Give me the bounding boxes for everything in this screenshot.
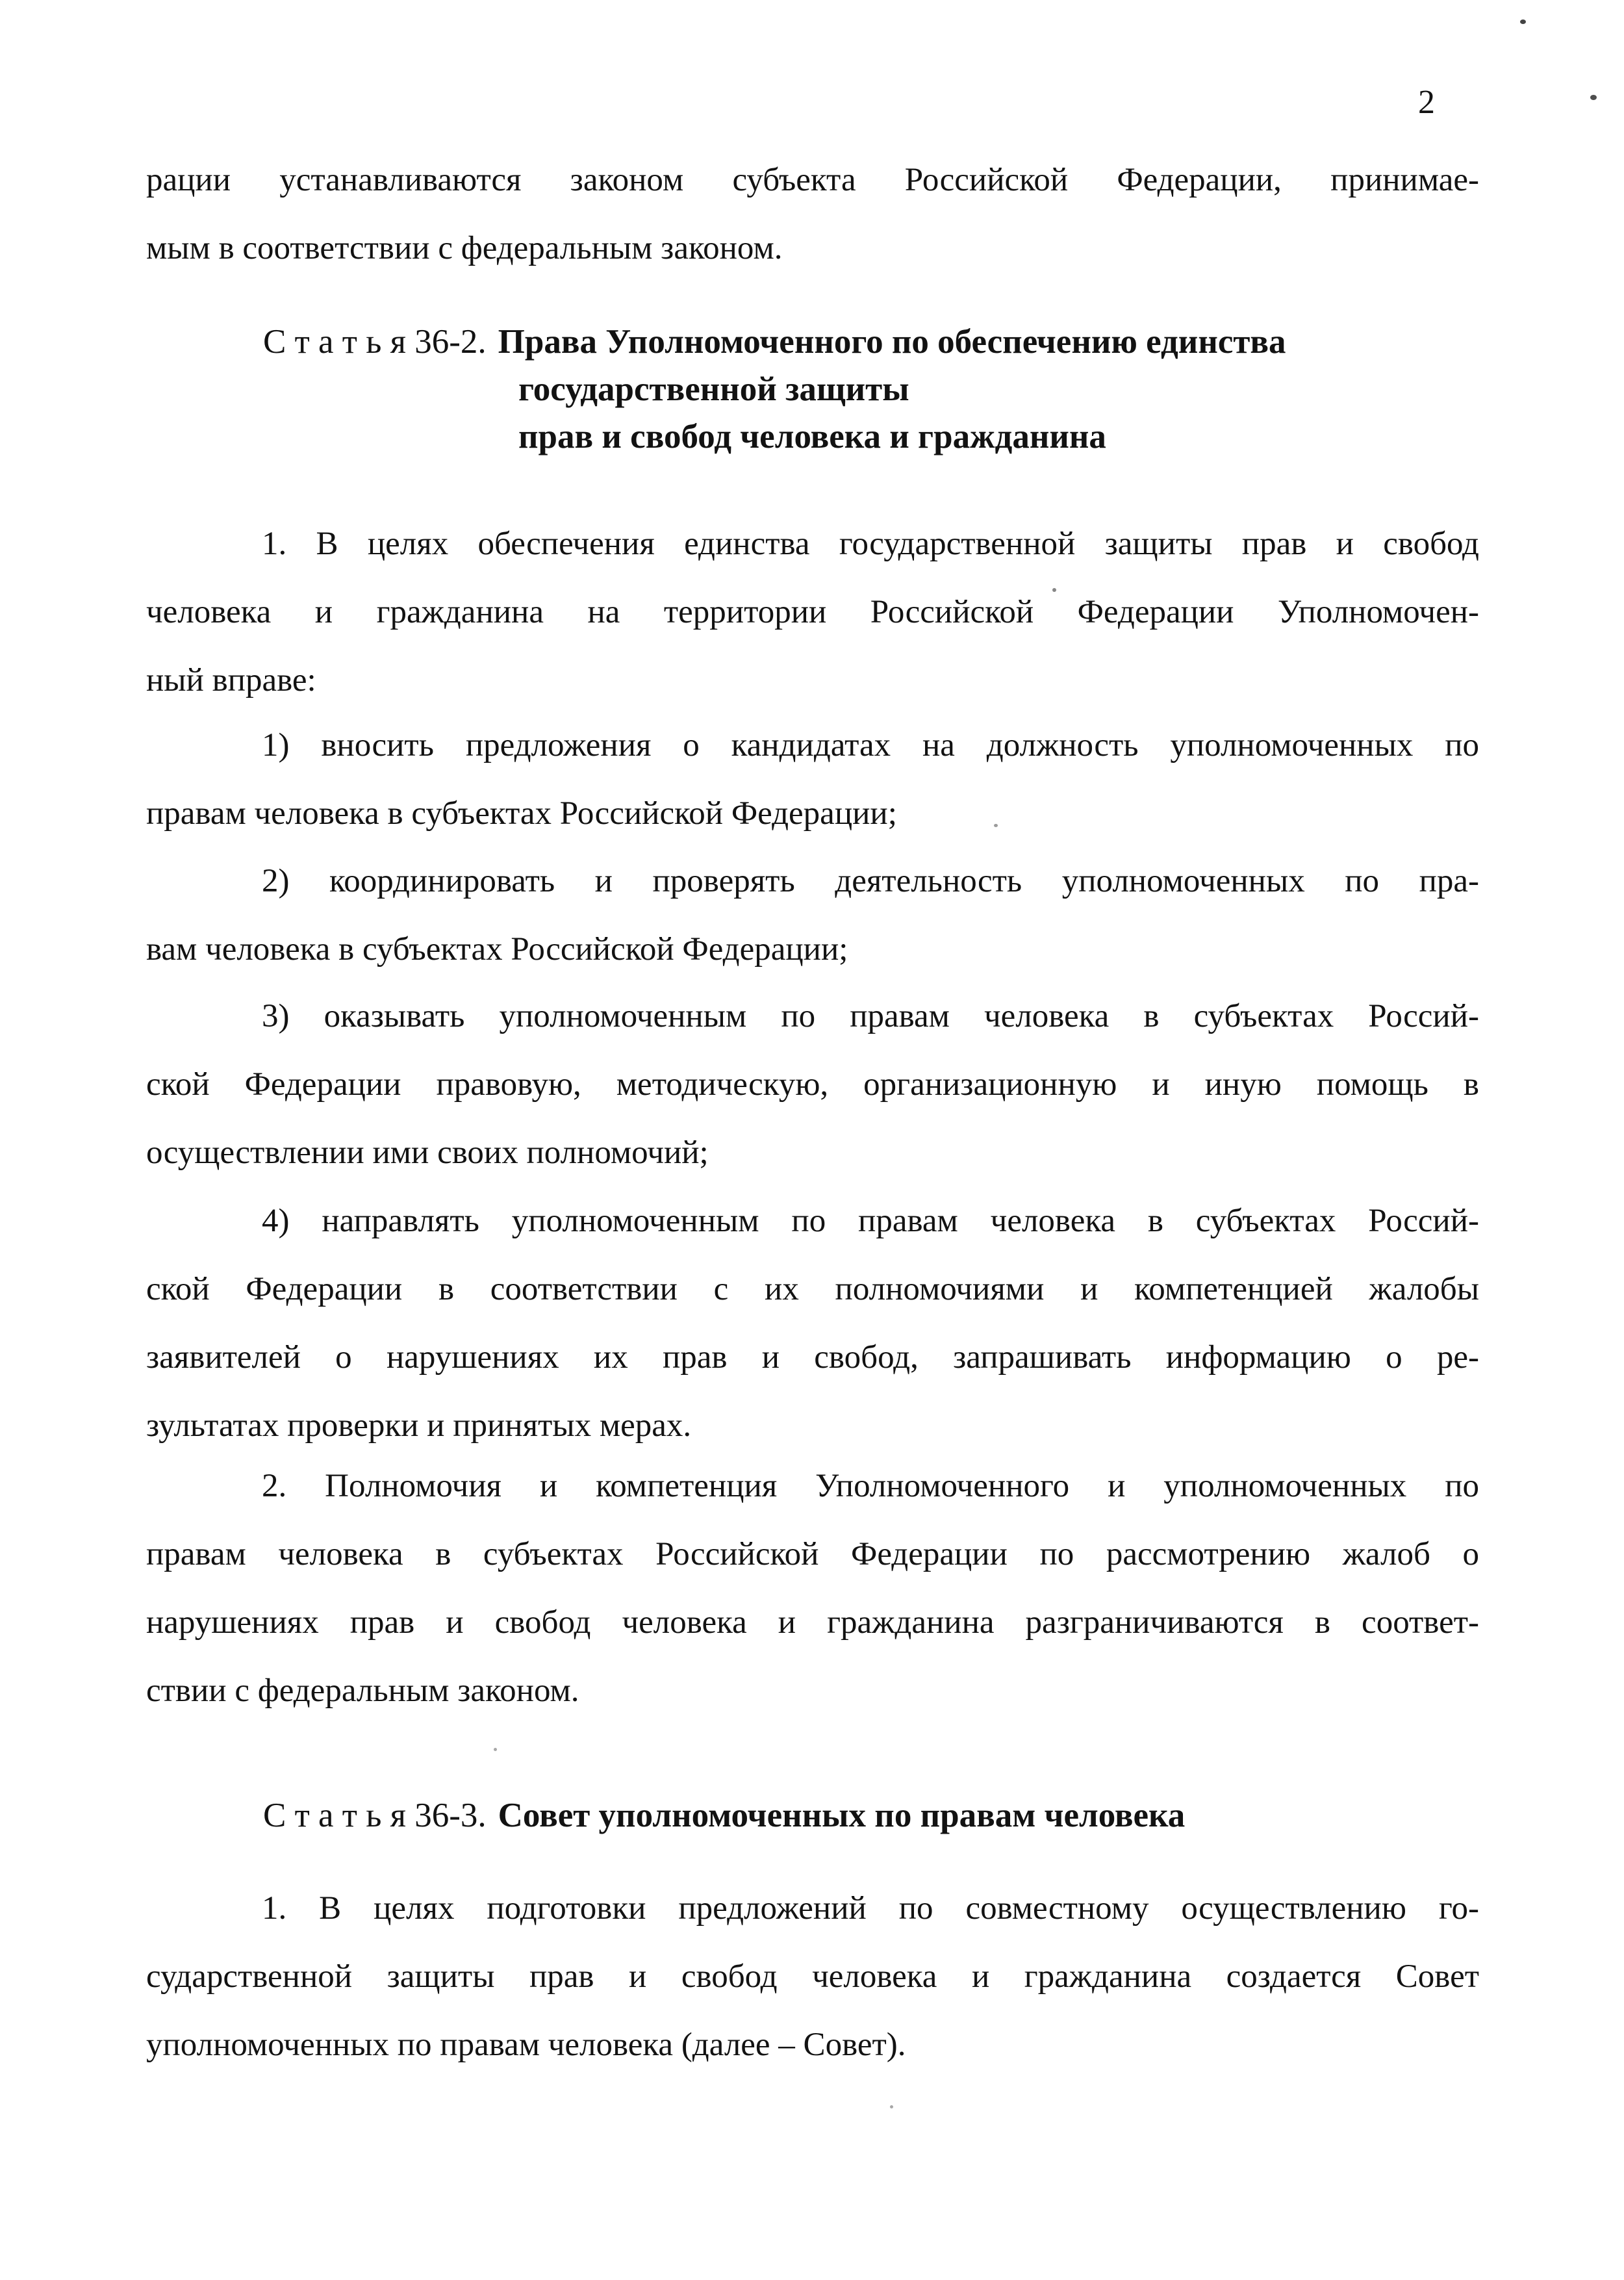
text-line: человека и гражданина на территории Российской Федерации Уполномочен-	[146, 594, 1479, 630]
text-line: 1. В целях обеспечения единства государственной защиты прав и свобод	[262, 526, 1479, 562]
list-item	[146, 1187, 1479, 1460]
text-line: зультатах проверки и принятых мерах.	[146, 1407, 692, 1444]
heading-line	[146, 1792, 1479, 1839]
ink-speck	[1520, 19, 1526, 24]
list-item	[146, 847, 1479, 984]
ink-speck	[994, 824, 998, 827]
text-line: правам человека в субъектах Российской Федерации;	[146, 795, 897, 832]
article-label: С т а т ь я 36-2.	[263, 323, 487, 361]
ink-speck	[494, 1748, 497, 1751]
article-36-3-heading	[146, 1792, 1479, 1839]
heading-line	[146, 318, 1479, 366]
text-line: ской Федерации правовую, методическую, организационную и иную помощь в	[146, 1066, 1479, 1103]
paragraph	[146, 1875, 1479, 2079]
text-line: мым в соответствии с федеральным законом.	[146, 230, 783, 266]
article-title: Совет уполномоченных по правам человека	[498, 1797, 1186, 1834]
text-line: нарушениях прав и свобод человека и гражданина разграничиваются в соответ-	[146, 1604, 1479, 1641]
text-line: 1. В целях подготовки предложений по совместному осуществлению го-	[262, 1890, 1479, 1927]
page-number: 2	[1418, 84, 1435, 121]
article-title: Права Уполномоченного по обеспечению единства	[498, 323, 1286, 361]
ink-speck	[1590, 95, 1597, 100]
text-line: рации устанавливаются законом субъекта Российской Федерации, принимае-	[146, 162, 1479, 198]
text-line: вам человека в субъектах Российской Федерации;	[146, 931, 848, 967]
text-line: осуществлении ими своих полномочий;	[146, 1134, 709, 1171]
list-item	[146, 982, 1479, 1187]
text-line: заявителей о нарушениях их прав и свобод, запрашивать информацию о ре-	[146, 1339, 1479, 1376]
list-item	[146, 711, 1479, 848]
text-line: ской Федерации в соответствии с их полномочиями и компетенцией жалобы	[146, 1271, 1479, 1307]
article-36-2-heading	[146, 318, 1479, 461]
text-line: ный вправе:	[146, 662, 316, 698]
text-line: 2. Полномочия и компетенция Уполномоченного и уполномоченных по	[262, 1468, 1479, 1504]
paragraph	[146, 1452, 1479, 1725]
paragraph-continuation	[146, 146, 1479, 283]
text-line: 1) вносить предложения о кандидатах на должность уполномоченных по	[262, 727, 1479, 763]
text-line: 2) координировать и проверять деятельность уполномоченных по пра-	[262, 863, 1479, 899]
heading-line: государственной защиты	[518, 370, 909, 408]
ink-speck	[1052, 588, 1056, 592]
text-line: ствии с федеральным законом.	[146, 1672, 579, 1709]
text-line: сударственной защиты прав и свобод человека и гражданина создается Совет	[146, 1958, 1479, 1995]
heading-line: прав и свобод человека и гражданина	[518, 418, 1106, 455]
paragraph	[146, 510, 1479, 715]
ink-speck	[890, 2105, 893, 2108]
text-line: уполномоченных по правам человека (далее – Совет).	[146, 2027, 906, 2063]
article-label: С т а т ь я 36-3.	[263, 1797, 487, 1834]
text-line: правам человека в субъектах Российской Федерации по рассмотрению жалоб о	[146, 1536, 1479, 1572]
text-line: 4) направлять уполномоченным по правам человека в субъектах Россий-	[262, 1203, 1479, 1239]
text-line: 3) оказывать уполномоченным по правам человека в субъектах Россий-	[262, 998, 1479, 1034]
